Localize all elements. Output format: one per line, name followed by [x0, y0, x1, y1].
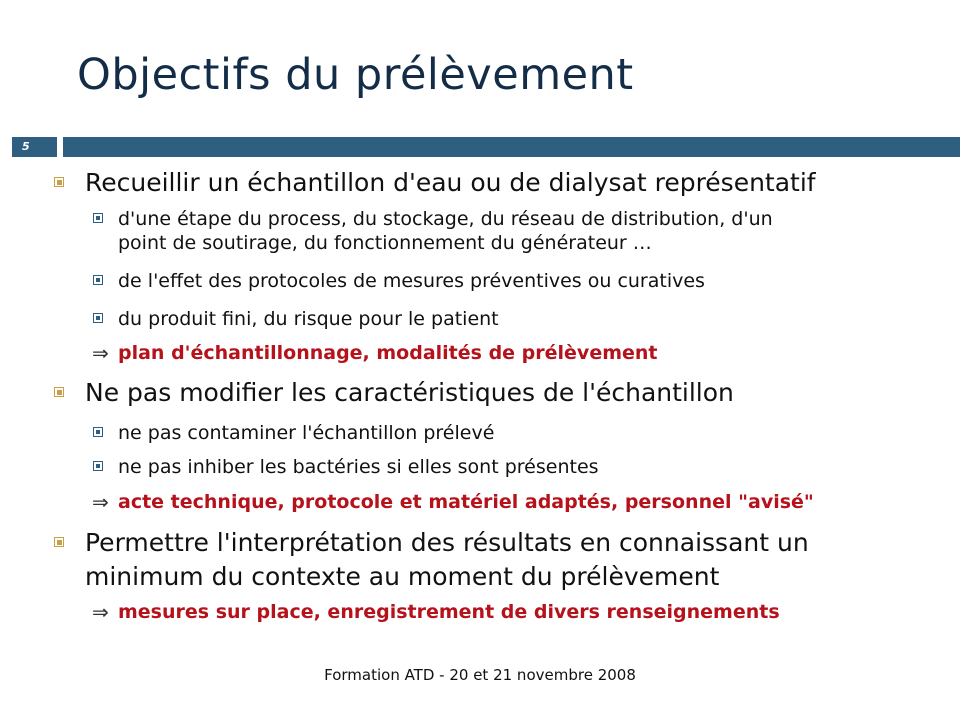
- slide-title: Objectifs du prélèvement: [77, 50, 634, 100]
- square-bullet-icon: [93, 213, 103, 223]
- sub-point-2-1: [118, 422, 494, 445]
- bullet-point-1: [85, 168, 816, 198]
- sub-point-1-1: [118, 208, 773, 231]
- slide-footer: Formation ATD - 20 et 21 novembre 2008: [324, 666, 636, 684]
- bullet-point-1-text: Recueillir un échantillon d'eau ou de dialysat représentatif: [85, 168, 816, 197]
- square-bullet-icon: [54, 387, 64, 397]
- square-bullet-icon: [93, 427, 103, 437]
- result-2-text: acte technique, protocole et matériel adaptés, personnel "avisé": [118, 491, 814, 513]
- sub-point-2-1-text: ne pas contaminer l'échantillon prélevé: [118, 422, 495, 444]
- sub-point-1-1-text-cont: point de soutirage, du fonctionnement du générateur …: [118, 232, 652, 254]
- bullet-point-2-text: Ne pas modifier les caractéristiques de l'échantillon: [85, 378, 734, 407]
- bullet-point-3-text: Permettre l'interprétation des résultats en connaissant un: [85, 528, 809, 557]
- square-bullet-icon: [93, 313, 103, 323]
- sub-point-1-3: [118, 308, 499, 331]
- sub-point-1-1-cont: [118, 232, 652, 255]
- square-bullet-icon: [54, 177, 64, 187]
- bullet-point-3: [85, 528, 809, 558]
- square-bullet-icon: [54, 537, 64, 547]
- square-bullet-icon: [93, 461, 103, 471]
- implies-arrow-icon: ⇒: [92, 600, 109, 624]
- slide-number: 5: [22, 140, 30, 153]
- result-1: [92, 341, 658, 365]
- sub-point-2-2: [118, 456, 599, 479]
- implies-arrow-icon: ⇒: [92, 490, 109, 514]
- square-bullet-icon: [93, 275, 103, 285]
- bullet-point-3-cont: [85, 562, 719, 592]
- bullet-point-3-text-cont: minimum du contexte au moment du prélèvement: [85, 562, 720, 591]
- result-1-text: plan d'échantillonnage, modalités de prélèvement: [118, 342, 658, 364]
- result-3-text: mesures sur place, enregistrement de divers renseignements: [118, 601, 780, 623]
- sub-point-2-2-text: ne pas inhiber les bactéries si elles sont présentes: [118, 456, 599, 478]
- result-2: [92, 490, 814, 514]
- implies-arrow-icon: ⇒: [92, 341, 109, 365]
- bullet-point-2: [85, 378, 734, 408]
- result-3: [92, 600, 780, 624]
- sub-point-1-1-text: d'une étape du process, du stockage, du réseau de distribution, d'un: [118, 208, 773, 230]
- sub-point-1-2: [118, 270, 705, 293]
- sub-point-1-3-text: du produit fini, du risque pour le patient: [118, 308, 499, 330]
- sub-point-1-2-text: de l'effet des protocoles de mesures préventives ou curatives: [118, 270, 705, 292]
